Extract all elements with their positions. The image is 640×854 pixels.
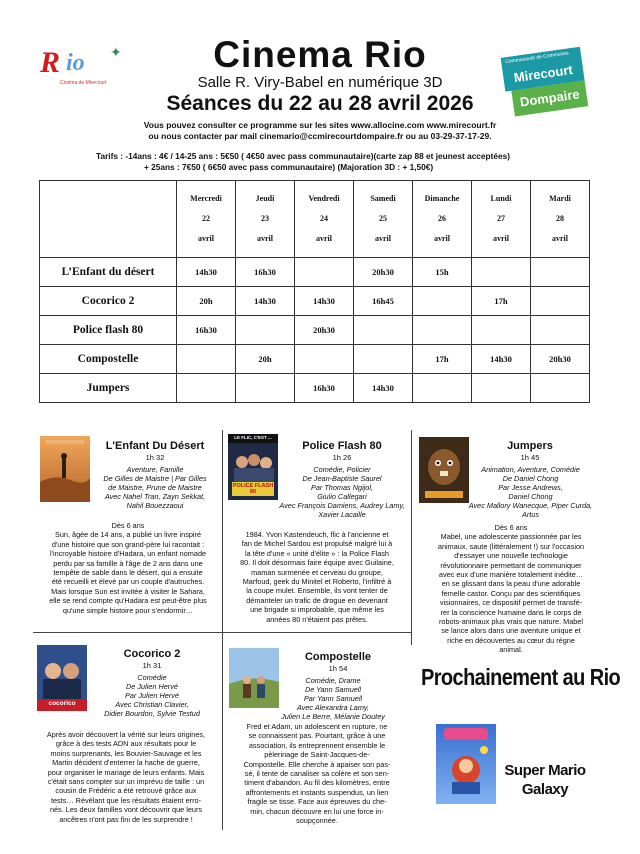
film-name-cell: Jumpers	[40, 374, 177, 403]
film-title: L'Enfant Du Désert	[105, 440, 205, 452]
film-duration: 1h 54	[328, 664, 348, 673]
mirecourt-dompaire-logo	[501, 47, 590, 125]
prochainement-heading: Prochainement au Rio	[421, 665, 621, 691]
poster-cocorico-text: cocorico	[48, 700, 76, 707]
showtime-cell	[472, 374, 531, 403]
poster-cocorico-2	[37, 645, 87, 711]
tarifs-line-2: + 25ans : 7€50 ( 6€50 avec pass communautaire) (Majoration 3D : + 1,50€)	[144, 162, 434, 172]
film-synopsis: Après avoir découvert la vérité sur leurs origines, grâce à des tests ADN aux résultats pour le moins surprenants, les Bouvier-Sauvage et les Martin décident d'enterrer la hache de guerre, pour organiser le mariage de leurs enfants. Mais c'était sans compter sur un imprévu de taille : un cousin de Frédéric a été retrouvé grâce aux tests… Révélant que les résultats étaient erro- nés. Les deux familles vont découvrir que leurs ancêtres n'ont pas fini de les surprendre !	[46, 730, 206, 824]
showtime-cell	[177, 345, 236, 374]
column-divider	[411, 430, 412, 645]
showtime-cell: 20h	[236, 345, 295, 374]
row-divider	[33, 632, 222, 633]
showtime-cell	[413, 374, 472, 403]
film-duration: 1h 31	[142, 661, 162, 670]
showtime-cell	[413, 316, 472, 345]
showtime-cell: 14h30	[236, 287, 295, 316]
showtime-cell: 20h30	[531, 345, 590, 374]
logo-md-line1: Mirecourt	[512, 62, 574, 86]
poster-enfant-du-desert	[40, 436, 90, 502]
film-duration: 1h 26	[332, 453, 352, 462]
day-header: Samedi 25 avril	[354, 181, 413, 258]
film-synopsis: Fred et Adam, un adolescent en rupture, ne se connaissent pas. Pourtant, grâce à une association, ils entreprennent ensemble le pèlerinage de Saint-Jacques-de- Compostelle. Elle cherche à apaiser son pas- sé, il tente de canaliser sa colère et son sen- timent d'abandon. Au fil des kilomètres, entre affrontements et instants suspendus, un lien fragile se tisse. Face aux épreuves du che- min, chacun découvre en lui une force in- soupçonnée.	[243, 722, 391, 826]
film-name-cell: Police flash 80	[40, 316, 177, 345]
schedule-row	[40, 258, 590, 287]
day-header: Vendredi 24 avril	[295, 181, 354, 258]
contact-line-2: ou nous contacter par mail cinemario@ccmirecourtdompaire.fr ou au 03-29-37-17-29.	[148, 131, 492, 141]
film-synopsis: Dès 6 ans Mabel, une adolescente passionnée par les animaux, saute (littéralement !) sur l'occasion d'essayer une nouvelle technologie révolutionnaire permettant de communiquer avec eux d'une manière totalement inédite… en se glissant dans la peau d'une adorable femelle castor. Conçu par des scientifiques visionnaires, ce dispositif permet de transfé- rer la conscience humaine dans le corps de robots-animaux plus vrais que nature. Mabel se lance alors dans une aventure unique et riche en découvertes au cœur du règne animal.	[437, 523, 585, 655]
logo-md-line2: Dompaire	[511, 80, 588, 116]
prochainement-film-title: Super Mario Galaxy	[504, 762, 586, 798]
schedule-corner-cell	[40, 181, 177, 258]
day-header: Mercredi 22 avril	[177, 181, 236, 258]
showtime-cell: 14h30	[354, 374, 413, 403]
day-header: Mardi 28 avril	[531, 181, 590, 258]
page-title: Cinema Rio	[213, 34, 427, 75]
schedule-row	[40, 374, 590, 403]
film-name-cell: Compostelle	[40, 345, 177, 374]
film-title: Compostelle	[304, 651, 371, 663]
seances-dates: Séances du 22 au 28 avril 2026	[166, 92, 474, 115]
column-divider	[222, 430, 223, 830]
showtime-cell	[295, 345, 354, 374]
showtime-cell	[354, 316, 413, 345]
film-meta: Comédie, Policier De Jean-Baptiste Saurel Par Thomas Ngijol, Giulio Callegari Avec François Damiens, Audrey Lamy, Xavier Lacaille	[279, 465, 405, 519]
logo-rio-io: io	[66, 50, 85, 76]
film-meta: Comédie De Julien Hervé Par Julien Hervé Avec Christian Clavier, Didier Bourdon, Sylvie Testud	[104, 673, 200, 718]
showtime-cell	[531, 316, 590, 345]
showtime-cell	[413, 287, 472, 316]
schedule-table	[39, 180, 590, 403]
film-duration: 1h 45	[520, 453, 540, 462]
row-divider	[222, 632, 411, 633]
showtime-cell: 20h30	[295, 316, 354, 345]
contact-line-1: Vous pouvez consulter ce programme sur les sites www.allocine.com www.mirecourt.fr	[143, 120, 497, 130]
poster-police-top: LE FLIC, C'EST ...	[234, 435, 272, 440]
film-meta: Comédie, Drame De Yann Samuell Par Yann Samuell Avec Alexandra Lamy, Julien Le Berre, Mélanie Doutey	[281, 676, 385, 721]
showtime-cell	[295, 258, 354, 287]
showtime-cell	[236, 316, 295, 345]
star-icon: ✦	[110, 44, 122, 60]
film-title: Cocorico 2	[123, 648, 181, 660]
showtime-cell	[472, 316, 531, 345]
showtime-cell	[354, 345, 413, 374]
tarifs	[96, 151, 566, 173]
logo-rio-subtitle: Cinéma de Mirecourt	[60, 80, 107, 86]
showtime-cell	[531, 374, 590, 403]
film-meta: Animation, Aventure, Comédie De Daniel Chong Par Jesse Andrews, Daniel Chong Avec Mallory Wanecque, Piper Curda, Artus	[468, 465, 593, 519]
film-synopsis: 1984. Yvon Kastendeuch, flic à l'ancienne et fan de Michel Sardou est propulsé malgré lui à la tête d'une « unité d'élite » : la Police Flash 80. Il doit désormais faire équipe avec Guilaine, maman surmenée et cerveau du groupe, Marfoud, geek du Minitel et Roberto, l'infiltré à la coupe mulet. Ensemble, ils vont tenter de démanteler un trafic de drogue en devenant une brigade si improbable, que même les années 80 n'étaient pas prêtes.	[240, 530, 394, 624]
film-title: Jumpers	[507, 440, 553, 452]
day-header: Jeudi 23 avril	[236, 181, 295, 258]
showtime-cell	[177, 374, 236, 403]
poster-police-text: POLICE FLASH 80	[232, 483, 274, 495]
poster-super-mario-galaxy	[436, 724, 496, 804]
showtime-cell: 16h30	[177, 316, 236, 345]
logo-md-tiny: Communauté de Communes	[504, 50, 570, 66]
showtime-cell: 15h	[413, 258, 472, 287]
day-header: Lundi 27 avril	[472, 181, 531, 258]
film-name-cell: L’Enfant du désert	[40, 258, 177, 287]
day-header: Dimanche 26 avril	[413, 181, 472, 258]
showtime-cell: 14h30	[177, 258, 236, 287]
showtime-cell	[472, 258, 531, 287]
contact-info	[0, 120, 640, 142]
showtime-cell	[531, 287, 590, 316]
film-title: Police Flash 80	[302, 440, 382, 452]
showtime-cell	[531, 258, 590, 287]
showtime-cell	[236, 374, 295, 403]
showtime-cell: 14h30	[295, 287, 354, 316]
film-synopsis: Dès 6 ans Sun, âgée de 14 ans, a publié un livre inspiré d'une histoire que son grand-père lui racontait : l'incroyable histoire d'Hadara, un enfant nomade perdu par sa famille à l'âge de 2 ans dans une tempête de sable dans le désert, qui a ensuite été recueilli et élevé par un couple d'autruches. Mais lorsque Sun est invitée à visiter le Sahara, elle se rend compte qu'Hadara est peut-être plus qu'une simple histoire pour s'endormir…	[49, 521, 207, 615]
showtime-cell: 17h	[413, 345, 472, 374]
salle-subtitle: Salle R. Viry-Babel en numérique 3D	[197, 74, 443, 91]
logo-rio-r: R	[40, 46, 61, 79]
showtime-cell: 14h30	[472, 345, 531, 374]
film-duration: 1h 32	[145, 453, 165, 462]
showtime-cell: 16h30	[236, 258, 295, 287]
showtime-cell: 16h30	[295, 374, 354, 403]
showtime-cell: 20h30	[354, 258, 413, 287]
tarifs-line-1: Tarifs : -14ans : 4€ / 14-25 ans : 5€50 ( 4€50 avec pass communautaire)(carte zap 88 et jeunest acceptées)	[96, 151, 510, 161]
film-name-cell: Cocorico 2	[40, 287, 177, 316]
poster-police-flash-80	[228, 434, 278, 500]
schedule-row	[40, 316, 590, 345]
showtime-cell: 17h	[472, 287, 531, 316]
schedule-row	[40, 345, 590, 374]
schedule-row	[40, 287, 590, 316]
showtime-cell: 20h	[177, 287, 236, 316]
film-meta: Aventure, Famille De Gilles de Maistre | Par Gilles de Maistre, Prune de Maistre Avec Nahel Tran, Zayn Sekkat, Nahil Bouezzaoui	[103, 465, 207, 510]
showtime-cell: 16h45	[354, 287, 413, 316]
schedule-header-row	[40, 181, 590, 258]
